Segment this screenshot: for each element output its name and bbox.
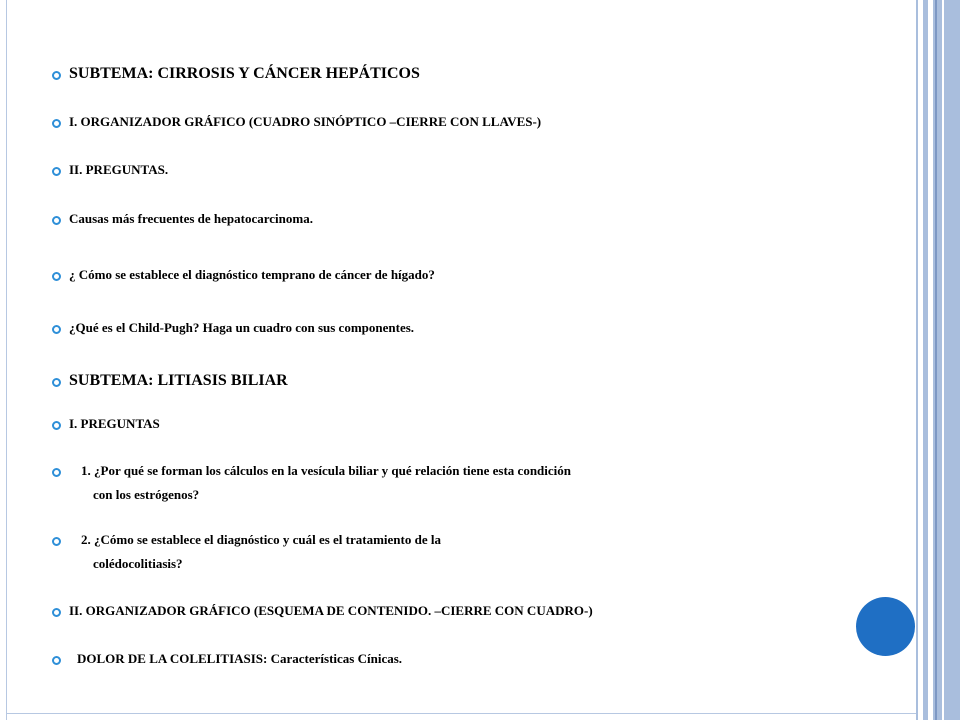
list-item-text: I. PREGUNTAS: [69, 416, 160, 431]
bullet-icon: [52, 468, 61, 477]
bullet-icon: [52, 421, 61, 430]
bullet-icon: [52, 119, 61, 128]
decorative-circle: [856, 597, 915, 656]
bullet-icon: [52, 272, 61, 281]
slide-left-border: [6, 0, 7, 720]
section-heading: SUBTEMA: LITIASIS BILIAR: [69, 372, 288, 389]
decorative-stripe: [942, 0, 944, 720]
list-item-text: 1. ¿Por qué se forman los cálculos en la vesícula biliar y qué relación tiene esta condición: [81, 463, 572, 478]
list-item-text: Causas más frecuentes de hepatocarcinoma.: [69, 211, 313, 226]
bullet-icon: [52, 378, 61, 387]
bullet-icon: [52, 71, 61, 80]
bullet-icon: [52, 537, 61, 546]
decorative-stripe: [918, 0, 923, 720]
list-item-text: II. PREGUNTAS.: [69, 162, 169, 177]
section-heading: SUBTEMA: CIRROSIS Y CÁNCER HEPÁTICOS: [69, 65, 420, 82]
list-item-continuation: con los estrógenos?: [93, 487, 200, 502]
list-item-continuation: colédocolitiasis?: [93, 556, 183, 571]
bullet-icon: [52, 325, 61, 334]
decorative-stripe: [935, 0, 937, 720]
bullet-icon: [52, 216, 61, 225]
bullet-icon: [52, 656, 61, 665]
list-item-text: ¿Qué es el Child-Pugh? Haga un cuadro con sus componentes.: [69, 320, 415, 335]
list-item-text: DOLOR DE LA COLELITIASIS: Características Cínicas.: [77, 651, 403, 666]
list-item-text: II. ORGANIZADOR GRÁFICO (ESQUEMA DE CONTENIDO. –CIERRE CON CUADRO-): [69, 603, 593, 618]
bullet-icon: [52, 608, 61, 617]
list-item-text: ¿ Cómo se establece el diagnóstico temprano de cáncer de hígado?: [69, 267, 435, 282]
bullet-icon: [52, 167, 61, 176]
slide-bottom-border: [6, 713, 918, 714]
decorative-stripe: [928, 0, 933, 720]
list-item-text: 2. ¿Cómo se establece el diagnóstico y cuál es el tratamiento de la: [81, 532, 441, 547]
list-item-text: I. ORGANIZADOR GRÁFICO (CUADRO SINÓPTICO –CIERRE CON LLAVES-): [69, 114, 542, 129]
